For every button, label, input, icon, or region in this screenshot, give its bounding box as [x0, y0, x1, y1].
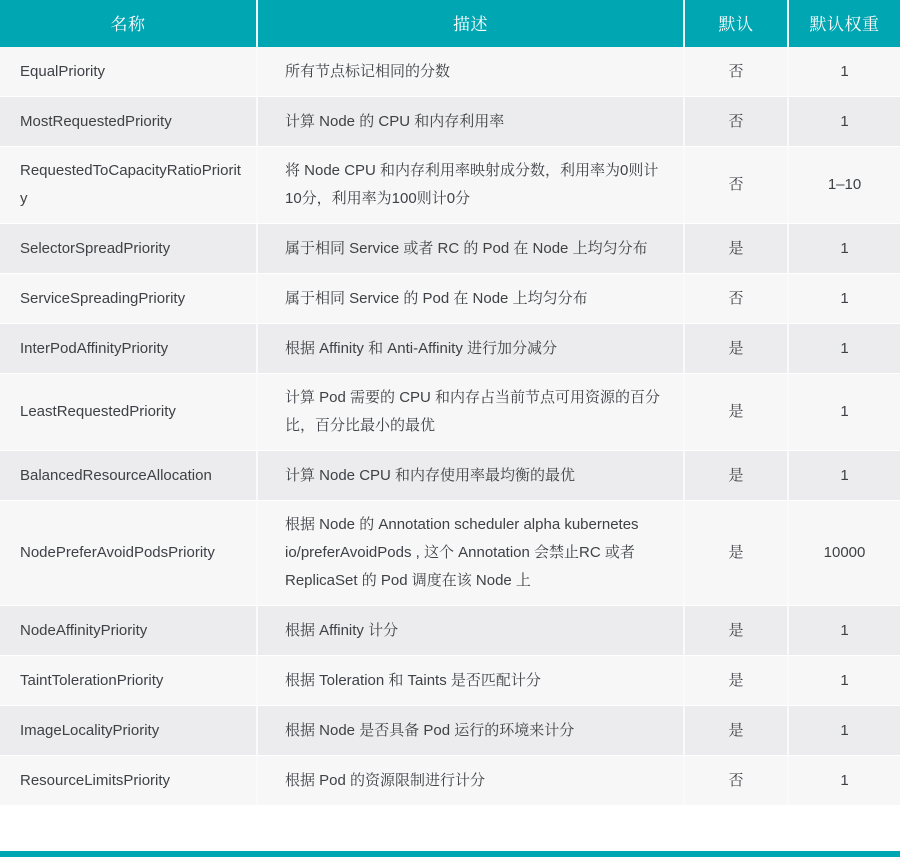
- cell-default-weight: 1: [787, 324, 900, 373]
- table-row: [0, 96, 900, 146]
- cell-name: RequestedToCapacityRatioPriority: [20, 162, 241, 207]
- table-row: [0, 373, 900, 450]
- cell-default-weight: 1: [787, 97, 900, 146]
- header-default-weight: 默认权重: [787, 0, 900, 49]
- header-default: 默认: [683, 0, 787, 49]
- header-name: 名称: [110, 14, 146, 34]
- cell-default: 是: [683, 706, 787, 755]
- cell-default: 是: [683, 374, 787, 450]
- next-table-header-edge: [0, 851, 900, 857]
- table-row: [0, 273, 900, 323]
- cell-name: MostRequestedPriority: [20, 112, 172, 130]
- cell-description: 属于相同 Service 或者 RC 的 Pod 在 Node 上均匀分布: [256, 224, 683, 273]
- cell-name: ResourceLimitsPriority: [20, 771, 171, 789]
- cell-default-weight: 1: [787, 606, 900, 655]
- table-row: [0, 323, 900, 373]
- cell-description: 根据 Node 的 Annotation scheduler alpha kubernetes io/preferAvoidPods , 这个 Annotation 会禁止RC 或者 ReplicaSet 的 Pod 调度在该 Node 上: [256, 501, 683, 605]
- cell-name: NodePreferAvoidPodsPriority: [20, 544, 215, 561]
- cell-default-weight: 10000: [787, 501, 900, 605]
- table-row: [0, 450, 900, 500]
- table-row: [0, 500, 900, 605]
- cell-name: TaintTolerationPriority: [20, 671, 164, 689]
- cell-default-weight: 1: [787, 224, 900, 273]
- cell-default-weight: 1: [787, 374, 900, 450]
- cell-description: 根据 Node 是否具备 Pod 运行的环境来计分: [256, 706, 683, 755]
- cell-default-weight: 1: [787, 706, 900, 755]
- table-row: [0, 755, 900, 805]
- cell-name: NodeAffinityPriority: [20, 621, 148, 639]
- cell-default: 是: [683, 656, 787, 705]
- cell-default: 否: [683, 756, 787, 805]
- cell-default: 否: [683, 274, 787, 323]
- cell-default: 是: [683, 451, 787, 500]
- cell-default-weight: 1: [787, 274, 900, 323]
- cell-default-weight: 1: [787, 756, 900, 805]
- table-header-row: [0, 0, 900, 47]
- cell-default: 是: [683, 501, 787, 605]
- cell-name: BalancedResourceAllocation: [20, 466, 212, 484]
- cell-default-weight: 1: [787, 47, 900, 96]
- cell-description: 根据 Affinity 和 Anti-Affinity 进行加分减分: [256, 324, 683, 373]
- cell-description: 属于相同 Service 的 Pod 在 Node 上均匀分布: [256, 274, 683, 323]
- table-row: [0, 655, 900, 705]
- cell-name: LeastRequestedPriority: [20, 403, 176, 420]
- table-row: [0, 146, 900, 223]
- table-row: [0, 605, 900, 655]
- cell-default: 否: [683, 147, 787, 223]
- cell-name: ImageLocalityPriority: [20, 721, 160, 739]
- table-row: [0, 47, 900, 96]
- header-description: 描述: [256, 0, 683, 49]
- table-body: [0, 47, 900, 805]
- cell-description: 根据 Toleration 和 Taints 是否匹配计分: [256, 656, 683, 705]
- cell-description: 计算 Pod 需要的 CPU 和内存占当前节点可用资源的百分比，百分比最小的最优: [256, 374, 683, 450]
- cell-description: 计算 Node CPU 和内存使用率最均衡的最优: [256, 451, 683, 500]
- cell-name: InterPodAffinityPriority: [20, 339, 169, 357]
- cell-name: SelectorSpreadPriority: [20, 239, 171, 257]
- cell-default-weight: 1–10: [787, 147, 900, 223]
- cell-description: 计算 Node 的 CPU 和内存利用率: [256, 97, 683, 146]
- cell-name: EqualPriority: [20, 62, 106, 80]
- cell-default: 是: [683, 606, 787, 655]
- table-row: [0, 223, 900, 273]
- cell-default: 是: [683, 224, 787, 273]
- cell-default-weight: 1: [787, 451, 900, 500]
- cell-description: 所有节点标记相同的分数: [256, 47, 683, 96]
- cell-default: 是: [683, 324, 787, 373]
- cell-description: 根据 Pod 的资源限制进行计分: [256, 756, 683, 805]
- cell-name: ServiceSpreadingPriority: [20, 289, 186, 307]
- cell-default-weight: 1: [787, 656, 900, 705]
- cell-default: 否: [683, 47, 787, 96]
- cell-default: 否: [683, 97, 787, 146]
- cell-description: 根据 Affinity 计分: [256, 606, 683, 655]
- table-row: [0, 705, 900, 755]
- cell-description: 将 Node CPU 和内存利用率映射成分数，利用率为0则计10分，利用率为100则计0分: [256, 147, 683, 223]
